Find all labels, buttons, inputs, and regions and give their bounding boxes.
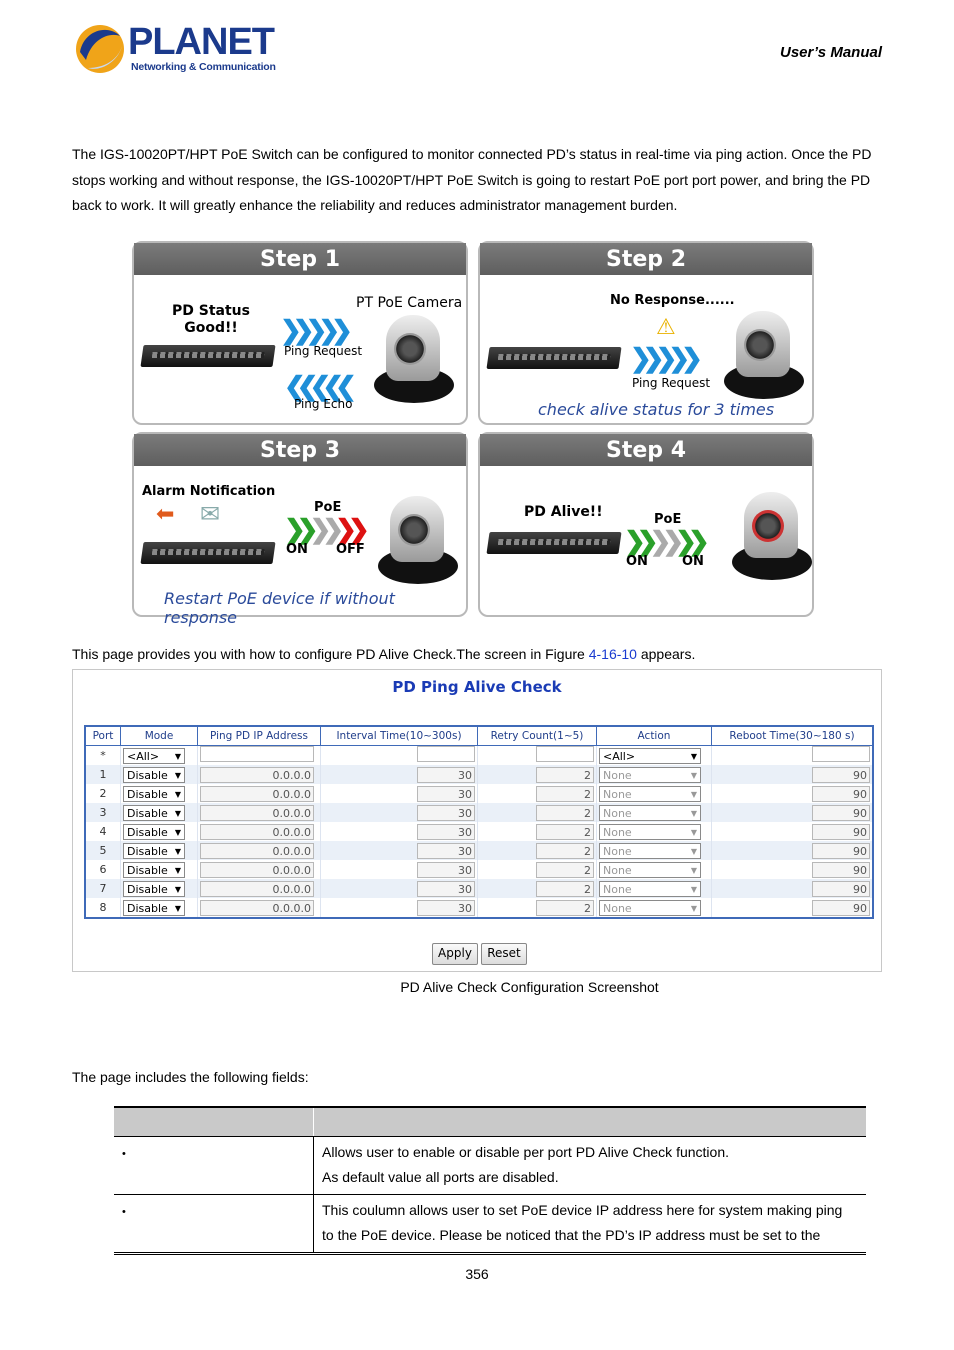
action-select[interactable]: None ▼ xyxy=(599,862,701,878)
col-action: Action xyxy=(597,726,712,746)
power-arrows: ❯❯❯❯❯❯ xyxy=(624,526,701,556)
port-cell: 6 xyxy=(85,860,121,879)
reboot-input[interactable]: 90 xyxy=(812,881,870,897)
step-2-title: Step 2 xyxy=(480,243,812,275)
col-mode: Mode xyxy=(121,726,198,746)
fields-intro: The page includes the following fields: xyxy=(72,1069,309,1085)
table-row xyxy=(85,898,873,918)
reboot-input[interactable]: 90 xyxy=(812,805,870,821)
mode-select[interactable]: Disable ▼ xyxy=(123,805,185,821)
retry-input[interactable]: 2 xyxy=(536,805,594,821)
manual-label: User’s Manual xyxy=(780,44,882,61)
logo-wordmark: PLANET xyxy=(128,21,274,63)
step-2-ping-request: Ping Request xyxy=(632,376,711,390)
figure-lead xyxy=(72,642,882,668)
switch-image xyxy=(486,347,621,369)
retry-input[interactable]: 2 xyxy=(536,767,594,783)
step-1-panel xyxy=(132,241,468,425)
table-row xyxy=(85,860,873,879)
ip-input[interactable]: 0.0.0.0 xyxy=(200,881,314,897)
ip-input[interactable]: 0.0.0.0 xyxy=(200,767,314,783)
mode-select[interactable]: Disable ▼ xyxy=(123,824,185,840)
col-interval: Interval Time(10~300s) xyxy=(321,726,478,746)
interval-input[interactable]: 30 xyxy=(417,843,475,859)
figure-caption: PD Alive Check Configuration Screenshot xyxy=(400,979,659,995)
step-3-poe: PoE xyxy=(314,500,342,515)
lead-text: This page provides you with how to configure PD Alive Check.The screen in Figure xyxy=(72,646,589,662)
table-row xyxy=(114,1195,866,1254)
fields-header-description xyxy=(314,1107,867,1137)
camera-image xyxy=(378,496,448,584)
step-1-good: Good!! xyxy=(184,320,238,336)
step-1-status: PD Status xyxy=(172,303,250,319)
action-select[interactable]: None ▼ xyxy=(599,824,701,840)
ping-request-arrows: ❯❯❯❯❯ xyxy=(630,343,694,373)
reboot-input[interactable]: 90 xyxy=(812,824,870,840)
port-cell: 3 xyxy=(85,803,121,822)
port-cell: 5 xyxy=(85,841,121,860)
mode-select[interactable]: Disable ▼ xyxy=(123,900,185,916)
action-select[interactable]: None ▼ xyxy=(599,767,701,783)
intro-paragraph: The IGS-10020PT/HPT PoE Switch can be configured to monitor connected PD’s status in real-time via ping action. Once the PD stops working and without response, the IGS-10020PT/HPT PoE Switch is going to restart PoE port port power, and bring the PD back to work. It will greatly enhance the reliability and reduces administrator management burden. xyxy=(72,146,872,213)
field-desc: As default value all ports are disabled. xyxy=(322,1169,559,1185)
step-1-camera-label: PT PoE Camera xyxy=(356,295,463,311)
retry-input[interactable]: 2 xyxy=(536,862,594,878)
action-select[interactable]: None ▼ xyxy=(599,786,701,802)
retry-input[interactable]: 2 xyxy=(536,881,594,897)
col-reboot: Reboot Time(30~180 s) xyxy=(712,726,874,746)
step-1-title: Step 1 xyxy=(134,243,466,275)
ip-input[interactable]: 0.0.0.0 xyxy=(200,786,314,802)
table-row xyxy=(114,1137,866,1195)
step-2-check-status: check alive status for 3 times xyxy=(538,400,775,419)
col-port: Port xyxy=(85,726,121,746)
step-3-panel xyxy=(132,432,468,627)
switch-image xyxy=(140,345,275,367)
port-cell: 7 xyxy=(85,879,121,898)
warning-icon: ⚠ xyxy=(656,315,676,340)
pd-ping-alive-check-screenshot xyxy=(72,669,882,972)
action-select[interactable]: None ▼ xyxy=(599,900,701,916)
ping-request-arrows: ❯❯❯❯❯ xyxy=(280,315,344,345)
switch-image xyxy=(140,542,275,564)
interval-input[interactable]: 30 xyxy=(417,862,475,878)
table-row-all xyxy=(85,746,873,766)
reboot-input[interactable]: 90 xyxy=(812,862,870,878)
interval-input[interactable]: 30 xyxy=(417,824,475,840)
camera-image xyxy=(732,492,802,580)
action-select[interactable]: None ▼ xyxy=(599,805,701,821)
bullet: • xyxy=(122,1148,126,1160)
table-row xyxy=(85,803,873,822)
retry-input-all[interactable] xyxy=(536,746,594,762)
table-row xyxy=(85,822,873,841)
step-4-panel xyxy=(478,432,814,617)
step-4-on-1: ON xyxy=(626,554,648,569)
step-2-no-response: No Response...... xyxy=(610,293,735,308)
retry-input[interactable]: 2 xyxy=(536,786,594,802)
mode-select[interactable]: Disable ▼ xyxy=(123,843,185,859)
pd-alive-config-table xyxy=(84,725,874,919)
col-retry: Retry Count(1~5) xyxy=(478,726,597,746)
page-number: 356 xyxy=(465,1266,489,1282)
globe-icon xyxy=(74,22,128,76)
retry-input[interactable]: 2 xyxy=(536,900,594,916)
figure-title: PD Ping Alive Check xyxy=(392,678,562,696)
retry-input[interactable]: 2 xyxy=(536,843,594,859)
mode-select[interactable]: Disable ▼ xyxy=(123,767,185,783)
fields-header-object xyxy=(114,1107,314,1137)
field-desc: Allows user to enable or disable per port PD Alive Check function. xyxy=(322,1144,729,1160)
reset-button[interactable]: Reset xyxy=(481,943,527,965)
ip-input[interactable]: 0.0.0.0 xyxy=(200,862,314,878)
interval-input[interactable]: 30 xyxy=(417,786,475,802)
interval-input[interactable]: 30 xyxy=(417,881,475,897)
action-select-all[interactable]: <All> ▼ xyxy=(599,748,701,764)
arrow-left-icon: ⬅ xyxy=(156,502,175,527)
pd-alive-steps-illustration xyxy=(132,241,818,627)
mode-select[interactable]: Disable ▼ xyxy=(123,881,185,897)
power-arrows: ❯❯❯❯❯❯ xyxy=(284,514,361,544)
envelope-icon: ✉ xyxy=(200,500,221,528)
port-cell: 2 xyxy=(85,784,121,803)
reboot-input[interactable]: 90 xyxy=(812,767,870,783)
figure-link[interactable]: 4-16-10 xyxy=(588,646,637,662)
reboot-input-all[interactable] xyxy=(812,746,870,762)
port-cell: * xyxy=(85,746,121,766)
mode-select-all[interactable]: <All> ▼ xyxy=(123,748,185,764)
ip-input[interactable]: 0.0.0.0 xyxy=(200,900,314,916)
ip-input[interactable]: 0.0.0.0 xyxy=(200,824,314,840)
col-ip: Ping PD IP Address xyxy=(198,726,321,746)
action-select[interactable]: None ▼ xyxy=(599,881,701,897)
interval-input[interactable]: 30 xyxy=(417,900,475,916)
step-3-restart: Restart PoE device if without response xyxy=(164,589,395,627)
bullet: • xyxy=(122,1206,126,1218)
port-cell: 8 xyxy=(85,898,121,918)
step-3-alarm: Alarm Notification xyxy=(142,484,276,499)
field-desc: to the PoE device. Please be noticed that the PD’s IP address must be set to the xyxy=(322,1227,821,1243)
ip-input[interactable]: 0.0.0.0 xyxy=(200,805,314,821)
table-row xyxy=(85,879,873,898)
interval-input-all[interactable] xyxy=(417,746,475,762)
logo-tagline: Networking & Communication xyxy=(131,61,276,73)
apply-button[interactable]: Apply xyxy=(432,943,478,965)
interval-input[interactable]: 30 xyxy=(417,805,475,821)
port-cell: 1 xyxy=(85,765,121,784)
ip-input-all[interactable] xyxy=(200,746,314,762)
step-4-poe: PoE xyxy=(654,512,682,527)
lead-text-end: appears. xyxy=(636,646,696,662)
step-4-alive: PD Alive!! xyxy=(524,504,603,520)
camera-image xyxy=(374,315,444,403)
step-1-ping-echo: Ping Echo xyxy=(294,397,353,411)
step-3-off: OFF xyxy=(336,542,365,557)
retry-input[interactable]: 2 xyxy=(536,824,594,840)
interval-input[interactable]: 30 xyxy=(417,767,475,783)
step-3-title: Step 3 xyxy=(134,434,466,466)
fields-table xyxy=(114,1106,866,1255)
mode-select[interactable]: Disable ▼ xyxy=(123,786,185,802)
ip-input[interactable]: 0.0.0.0 xyxy=(200,843,314,859)
reboot-input[interactable]: 90 xyxy=(812,900,870,916)
table-row xyxy=(85,784,873,803)
mode-select[interactable]: Disable ▼ xyxy=(123,862,185,878)
reboot-input[interactable]: 90 xyxy=(812,786,870,802)
port-cell: 4 xyxy=(85,822,121,841)
table-row xyxy=(85,841,873,860)
field-desc: This coulumn allows user to set PoE device IP address here for system making ping xyxy=(322,1202,843,1218)
table-row xyxy=(85,765,873,784)
camera-image xyxy=(724,311,794,399)
step-4-title: Step 4 xyxy=(480,434,812,466)
ping-echo-arrows: ❮❮❮❮❮ xyxy=(284,371,348,401)
reboot-input[interactable]: 90 xyxy=(812,843,870,859)
step-1-ping-request: Ping Request xyxy=(284,344,363,358)
action-select[interactable]: None ▼ xyxy=(599,843,701,859)
step-2-panel xyxy=(478,241,814,425)
step-3-on: ON xyxy=(286,542,308,557)
switch-image xyxy=(486,532,621,554)
step-4-on-2: ON xyxy=(682,554,704,569)
